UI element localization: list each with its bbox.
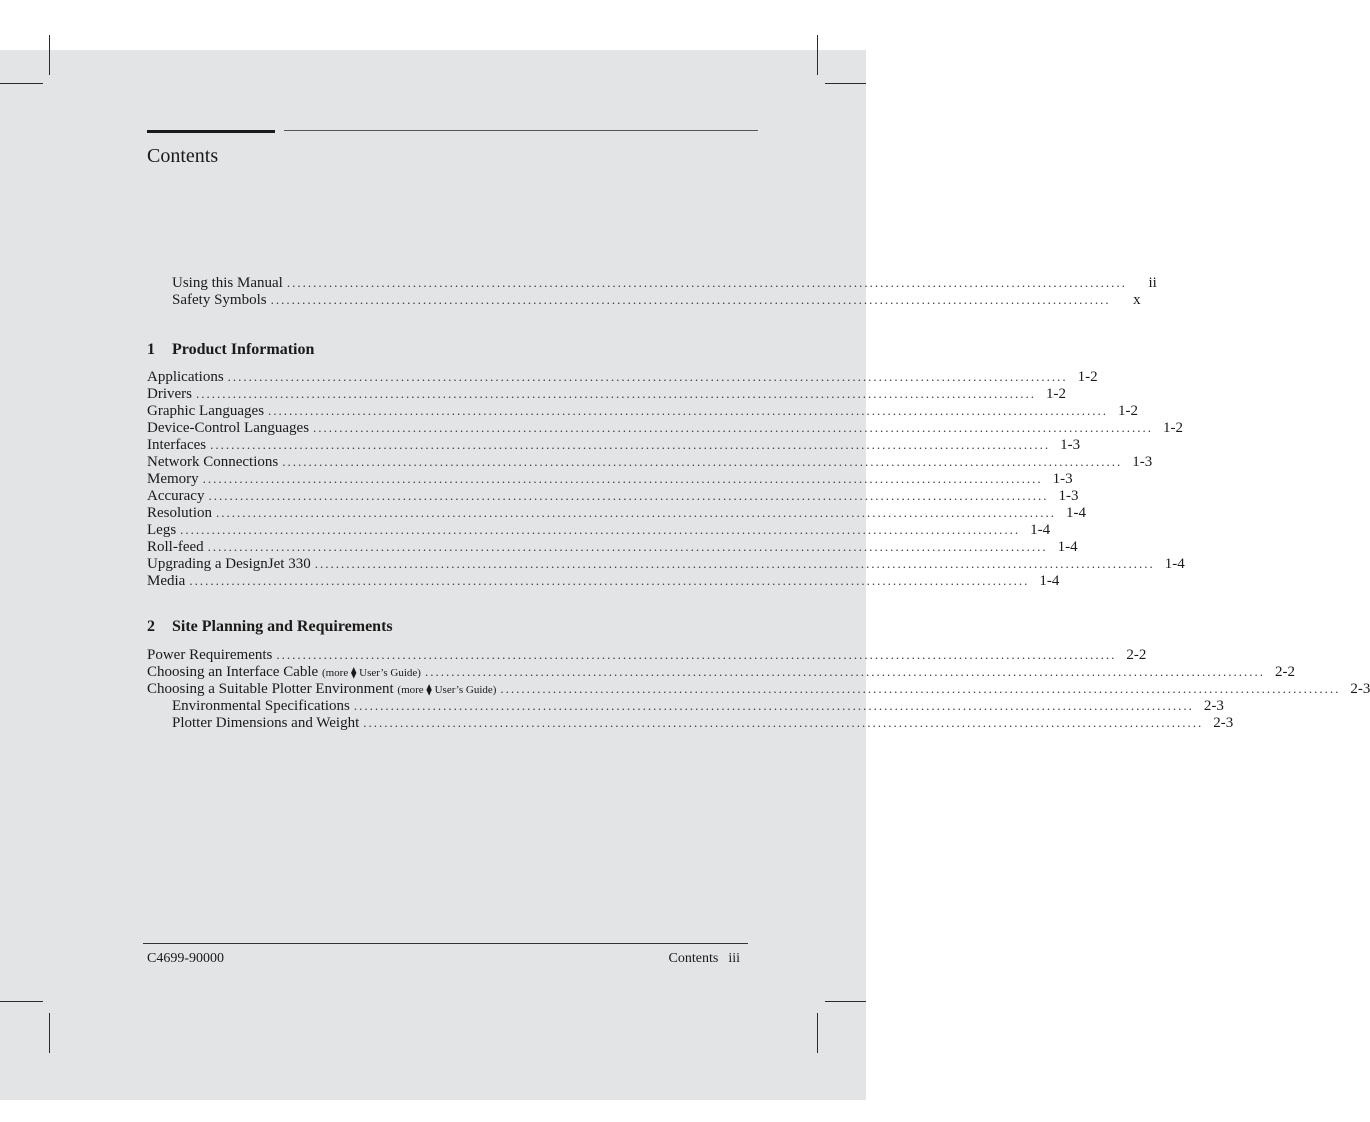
toc-entry-note: (more ⧫ User’s Guide) xyxy=(397,684,497,696)
toc-entry-label: Plotter Dimensions and Weight xyxy=(172,715,360,731)
page-title: Contents xyxy=(147,145,219,167)
document-number: C4699-90000 xyxy=(147,951,224,966)
toc-entry-label: Legs xyxy=(147,522,177,538)
dot-leader: ................................................................................................................................................................ xyxy=(189,573,1030,588)
toc-entry[interactable] xyxy=(147,291,1141,308)
toc-entry[interactable] xyxy=(147,487,1079,504)
chapter-title: Site Planning and Requirements xyxy=(172,618,393,635)
toc-entry-page: 2-2 xyxy=(1274,664,1295,680)
toc-entry-label: Media xyxy=(147,573,186,589)
dot-leader: ................................................................................................................................................................ xyxy=(276,647,1117,662)
front-matter-list xyxy=(147,274,1157,308)
dot-leader: ................................................................................................................................................................ xyxy=(210,437,1051,452)
toc-entry[interactable] xyxy=(147,572,1060,589)
toc-entry-label: Upgrading a DesignJet 330 xyxy=(147,556,311,572)
toc-entry-note: (more ⧫ User’s Guide) xyxy=(321,667,421,679)
dot-leader: ................................................................................................................................................................ xyxy=(268,403,1109,418)
footer-page-info xyxy=(669,951,740,967)
dot-leader: ................................................................................................................................................................ xyxy=(227,369,1068,384)
toc-entry-label: Device-Control Languages xyxy=(147,420,310,436)
dot-leader: ................................................................................................................................................................ xyxy=(363,715,1204,730)
toc-entry-page: 1-3 xyxy=(1058,488,1079,504)
crop-mark xyxy=(49,35,50,75)
toc-entry-label: Roll-feed xyxy=(147,539,204,555)
toc-entry[interactable] xyxy=(147,453,1153,470)
toc-entry-page: 1-4 xyxy=(1030,522,1051,538)
toc-entry[interactable] xyxy=(147,646,1147,663)
toc-entry-text: Choosing a Suitable Plotter Environment xyxy=(147,681,394,697)
toc-entry[interactable] xyxy=(147,555,1185,572)
toc-entry[interactable] xyxy=(147,274,1157,291)
toc-entry-label: Accuracy xyxy=(147,488,205,504)
toc-entry[interactable] xyxy=(147,680,1370,697)
toc-entry[interactable] xyxy=(147,663,1295,680)
footer-section: Contents xyxy=(668,951,719,966)
dot-leader: ................................................................................................................................................................ xyxy=(207,539,1048,554)
toc-entry-page: 1-4 xyxy=(1057,539,1078,555)
dot-leader: ................................................................................................................................................................ xyxy=(500,681,1341,696)
toc-entry-page: 1-3 xyxy=(1060,437,1081,453)
dot-leader: ................................................................................................................................................................ xyxy=(180,522,1021,537)
toc-entry-label: Environmental Specifications xyxy=(172,698,350,714)
toc-entry-label xyxy=(147,664,425,682)
toc-entry-page: 2-3 xyxy=(1203,698,1224,714)
toc-entry-page: 1-2 xyxy=(1118,403,1139,419)
toc-entry[interactable] xyxy=(147,385,1066,402)
toc-entry-page: 1-4 xyxy=(1066,505,1087,521)
footer-rule xyxy=(143,943,748,944)
toc-entry-text: Choosing an Interface Cable xyxy=(147,664,319,680)
toc-entry-page: 2-3 xyxy=(1213,715,1234,731)
chapter-number: 2 xyxy=(147,618,155,635)
chapter-heading[interactable] xyxy=(147,341,314,359)
toc-entry-label: Resolution xyxy=(147,505,213,521)
toc-entry-page: 1-2 xyxy=(1046,386,1066,402)
toc-entry-label: Safety Symbols xyxy=(172,292,267,308)
dot-leader: ................................................................................................................................................................ xyxy=(286,275,1127,290)
toc-entry-page: 1-3 xyxy=(1132,454,1153,470)
dot-leader: ................................................................................................................................................................ xyxy=(208,488,1049,503)
toc-entry-label: Memory xyxy=(147,471,199,487)
toc-entry[interactable] xyxy=(147,402,1139,419)
toc-entry-page: 1-4 xyxy=(1039,573,1060,589)
toc-entry[interactable] xyxy=(147,419,1184,436)
toc-entry-label: Using this Manual xyxy=(172,275,283,291)
toc-entry-page: 2-2 xyxy=(1126,647,1147,663)
header-rule-thin xyxy=(284,130,758,131)
crop-mark xyxy=(825,1001,866,1002)
toc-entry-label: Drivers xyxy=(147,386,192,402)
crop-mark xyxy=(0,1001,43,1002)
toc-entry[interactable] xyxy=(147,368,1098,385)
chapter-title: Product Information xyxy=(172,341,315,358)
toc-entry-page: 2-3 xyxy=(1350,681,1370,697)
toc-entry-label: Applications xyxy=(147,369,224,385)
page-number: iii xyxy=(728,951,740,966)
toc-entry[interactable] xyxy=(147,521,1051,538)
toc-entry-label: Interfaces xyxy=(147,437,207,453)
dot-leader: ................................................................................................................................................................ xyxy=(314,556,1155,571)
toc-entry[interactable] xyxy=(147,504,1087,521)
toc-entry-label: Graphic Languages xyxy=(147,403,265,419)
chapter-heading[interactable] xyxy=(147,618,393,636)
toc-entry-label: Network Connections xyxy=(147,454,279,470)
toc-entry[interactable] xyxy=(147,470,1073,487)
toc-entry[interactable] xyxy=(147,538,1078,555)
dot-leader: ................................................................................................................................................................ xyxy=(216,505,1057,520)
chapter-entry-list xyxy=(147,646,1370,731)
toc-entry[interactable] xyxy=(147,714,1234,731)
toc-entry-page: x xyxy=(1133,292,1141,308)
toc-entry[interactable] xyxy=(147,436,1081,453)
crop-mark xyxy=(817,35,818,75)
crop-mark xyxy=(825,83,866,84)
toc-entry-page: ii xyxy=(1148,275,1157,291)
crop-mark xyxy=(49,1013,50,1053)
chapter-entry-list xyxy=(147,368,1185,589)
crop-mark xyxy=(0,83,43,84)
toc-entry-page: 1-3 xyxy=(1052,471,1073,487)
dot-leader: ................................................................................................................................................................ xyxy=(353,698,1194,713)
chapter-number: 1 xyxy=(147,341,155,358)
dot-leader: ................................................................................................................................................................ xyxy=(424,664,1265,679)
toc-entry[interactable] xyxy=(147,697,1224,714)
toc-entry-page: 1-2 xyxy=(1077,369,1098,385)
header-rule-thick xyxy=(147,130,275,133)
toc-entry-label: Power Requirements xyxy=(147,647,273,663)
dot-leader: ................................................................................................................................................................ xyxy=(282,454,1123,469)
dot-leader: ................................................................................................................................................................ xyxy=(270,292,1111,307)
dot-leader: ................................................................................................................................................................ xyxy=(202,471,1043,486)
dot-leader: ................................................................................................................................................................ xyxy=(196,386,1036,401)
toc-entry-page: 1-2 xyxy=(1163,420,1184,436)
dot-leader: ................................................................................................................................................................ xyxy=(313,420,1154,435)
toc-entry-page: 1-4 xyxy=(1164,556,1185,572)
crop-mark xyxy=(817,1013,818,1053)
